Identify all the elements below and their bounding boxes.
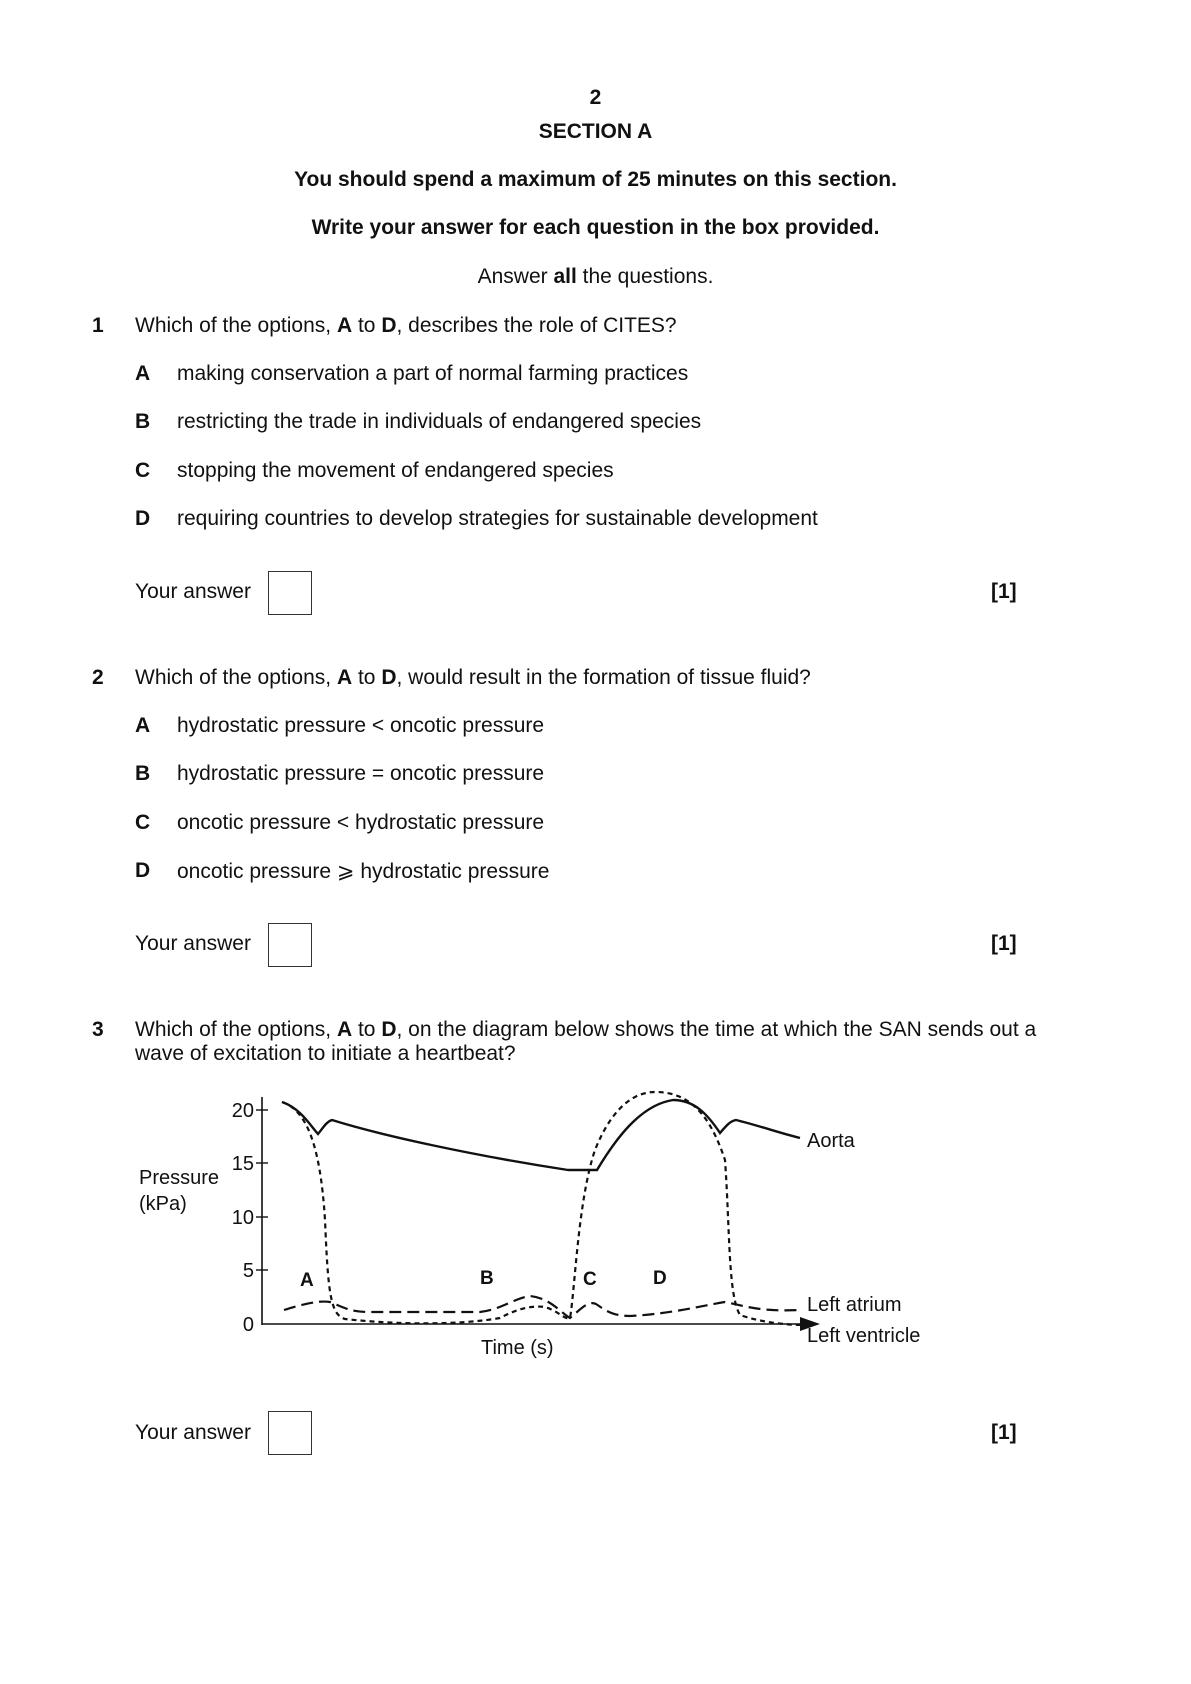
instruction-text: Answer — [477, 265, 554, 288]
instruction-write: Write your answer for each question in the box provided. — [311, 216, 880, 239]
marks: [1] — [991, 1421, 1017, 1444]
option-letter: D — [135, 507, 151, 530]
question-number: 2 — [92, 666, 104, 689]
stem-text: to — [352, 666, 382, 689]
instruction-time: You should spend a maximum of 25 minutes on this section. — [294, 168, 897, 191]
y-tick-label: 0 — [242, 1314, 254, 1336]
question-number: 3 — [92, 1018, 104, 1041]
stem-letter: D — [381, 314, 397, 337]
option-text: hydrostatic pressure < oncotic pressure — [177, 714, 545, 737]
stem-text: to — [352, 1018, 382, 1041]
point-label-d: D — [653, 1268, 667, 1289]
y-axis-label: Pressure — [139, 1167, 220, 1189]
option-text: making conservation a part of normal farming practices — [177, 362, 689, 385]
stem-letter: A — [336, 314, 353, 337]
answer-label: Your answer — [135, 1421, 251, 1444]
option-text: restricting the trade in individuals of endangered species — [177, 410, 702, 433]
curve-label-aorta: Aorta — [807, 1130, 855, 1152]
option-text: stopping the movement of endangered species — [177, 459, 614, 482]
option-letter: A — [135, 714, 151, 737]
page-number: 2 — [589, 86, 602, 109]
stem-letter: D — [381, 666, 397, 689]
stem-text: Which of the options, — [135, 666, 337, 689]
option-text: oncotic pressure ⩾ hydrostatic pressure — [177, 860, 550, 883]
answer-label: Your answer — [135, 580, 251, 603]
stem-text: Which of the options, — [135, 1018, 337, 1041]
question-number: 1 — [92, 314, 104, 337]
stem-text: , describes the role of CITES? — [396, 314, 677, 337]
option-letter: C — [135, 459, 151, 482]
option-letter: C — [135, 811, 151, 834]
point-label-a: A — [300, 1270, 314, 1291]
option-text: oncotic pressure < hydrostatic pressure — [177, 811, 545, 834]
y-axis-unit: (kPa) — [139, 1193, 187, 1215]
answer-label: Your answer — [135, 932, 251, 955]
instruction-bold: all — [553, 265, 577, 288]
y-tick-label: 10 — [231, 1207, 254, 1229]
y-tick-label: 15 — [231, 1153, 254, 1175]
stem-letter: D — [381, 1018, 397, 1041]
section-title: SECTION A — [538, 120, 653, 143]
stem-text: , would result in the formation of tissue fluid? — [396, 666, 811, 689]
stem-text: to — [352, 314, 382, 337]
point-label-c: C — [583, 1269, 597, 1290]
y-tick-label: 20 — [231, 1100, 254, 1122]
stem-letter: A — [336, 1018, 353, 1041]
option-text: hydrostatic pressure = oncotic pressure — [177, 762, 545, 785]
curve-label-left-ventricle: Left ventricle — [807, 1325, 921, 1347]
option-letter: A — [135, 362, 151, 385]
point-label-b: B — [480, 1268, 494, 1289]
stem-letter: A — [336, 666, 353, 689]
option-letter: B — [135, 762, 151, 785]
option-text: requiring countries to develop strategies for sustainable development — [177, 507, 818, 530]
option-letter: B — [135, 410, 151, 433]
instruction-text: the questions. — [576, 265, 714, 288]
option-letter: D — [135, 859, 151, 882]
curve-label-left-atrium: Left atrium — [807, 1294, 902, 1316]
y-tick-label: 5 — [242, 1260, 254, 1282]
question-stem-line2: wave of excitation to initiate a heartbeat? — [135, 1042, 516, 1065]
x-axis-label: Time (s) — [481, 1337, 554, 1359]
marks: [1] — [991, 932, 1017, 955]
aorta-curve — [282, 1100, 800, 1170]
answer-box[interactable] — [268, 1411, 312, 1455]
marks: [1] — [991, 580, 1017, 603]
stem-text: Which of the options, — [135, 314, 337, 337]
stem-text: , on the diagram below shows the time at which the SAN sends out a — [396, 1018, 1037, 1041]
